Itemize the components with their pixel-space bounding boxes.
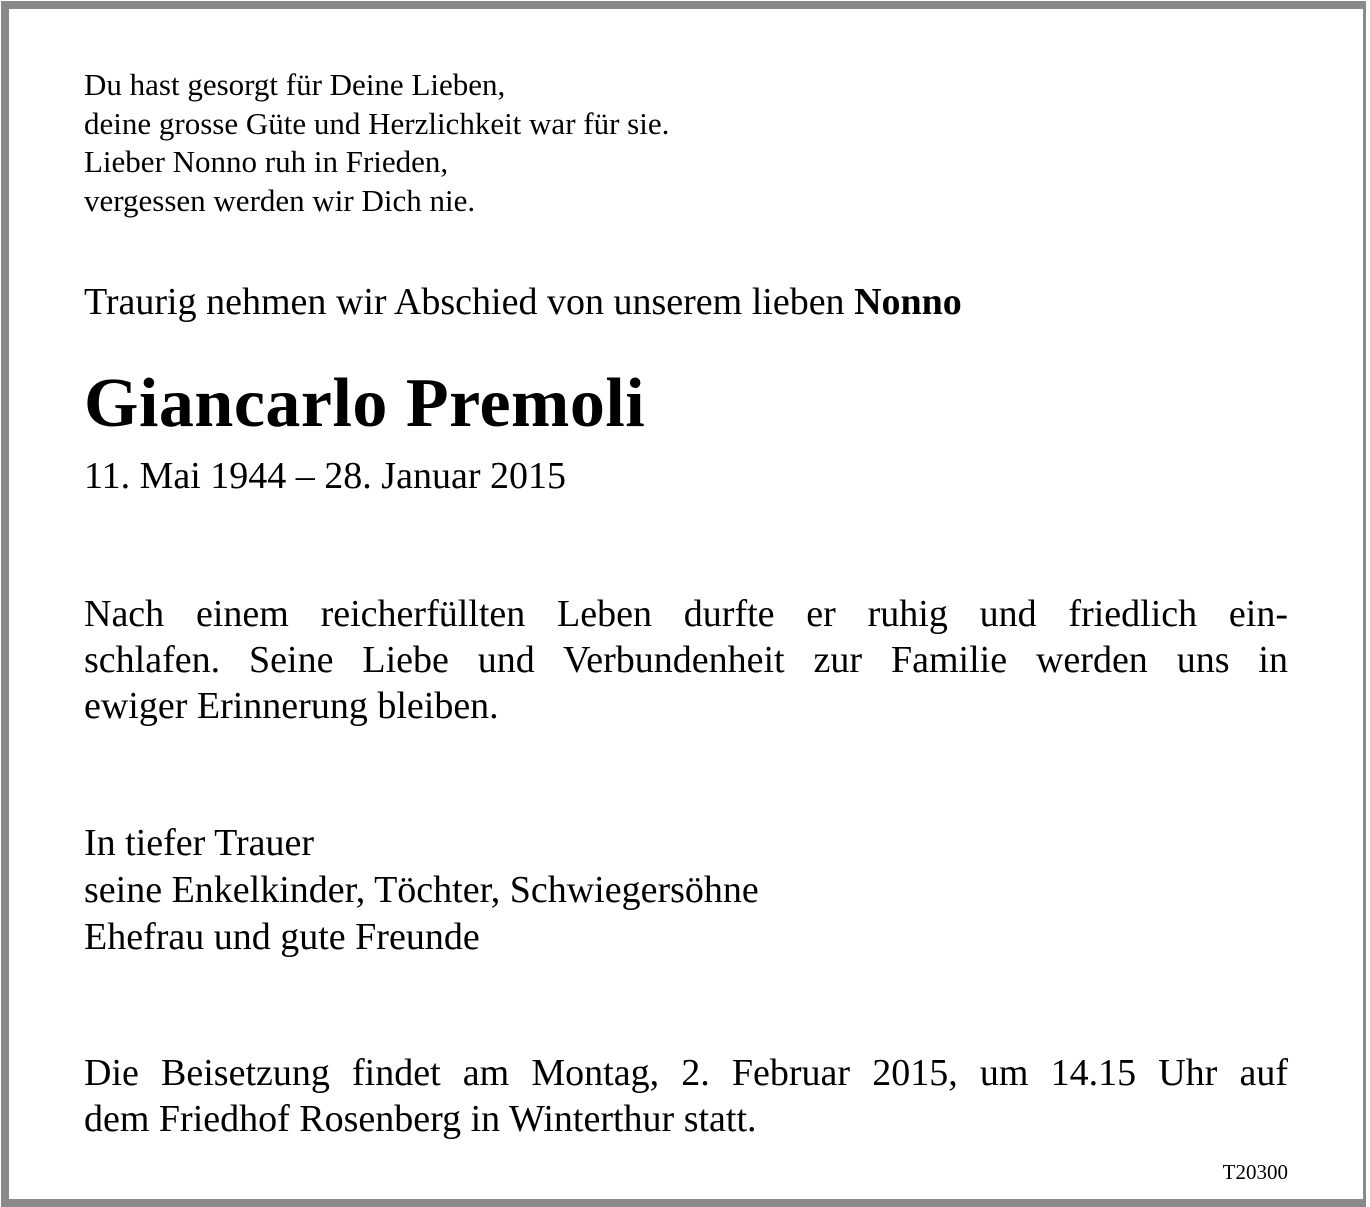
mourners-line: Ehefrau und gute Freunde (84, 916, 480, 958)
funeral-line: dem Friedhof Rosenberg in Winterthur statt. (84, 1098, 757, 1140)
poem-line: Du hast gesorgt für Deine Lieben, (84, 67, 506, 102)
deceased-name: Giancarlo Premoli (84, 365, 646, 442)
ad-code: T20300 (1222, 1160, 1288, 1184)
intro-bold-word: Nonno (854, 281, 962, 323)
poem-line: vergessen werden wir Dich nie. (84, 182, 476, 218)
intro-text: Traurig nehmen wir Abschied von unserem lieben (84, 281, 855, 323)
mourners-line: seine Enkelkinder, Töchter, Schwiegersöhne (84, 869, 759, 911)
poem-line: deine grosse Güte und Herzlichkeit war für sie. (84, 105, 670, 141)
body-line: schlafen. Seine Liebe und Verbundenheit zur Familie werden uns in (84, 639, 1288, 681)
funeral-line: Die Beisetzung findet am Montag, 2. Februar 2015, um 14.15 Uhr auf (84, 1052, 1288, 1094)
funeral-info (84, 1050, 1288, 1142)
body-line: Nach einem reicherfüllten Leben durfte er ruhig und friedlich ein- (84, 593, 1288, 635)
poem (84, 66, 669, 220)
body-line: ewiger Erinnerung bleiben. (84, 685, 499, 727)
life-dates: 11. Mai 1944 – 28. Januar 2015 (84, 455, 566, 497)
mourners (84, 820, 759, 961)
intro-line (84, 280, 962, 324)
poem-line: Lieber Nonno ruh in Frieden, (84, 144, 449, 179)
mourners-line: In tiefer Trauer (84, 822, 315, 864)
body-paragraph (84, 591, 1288, 729)
